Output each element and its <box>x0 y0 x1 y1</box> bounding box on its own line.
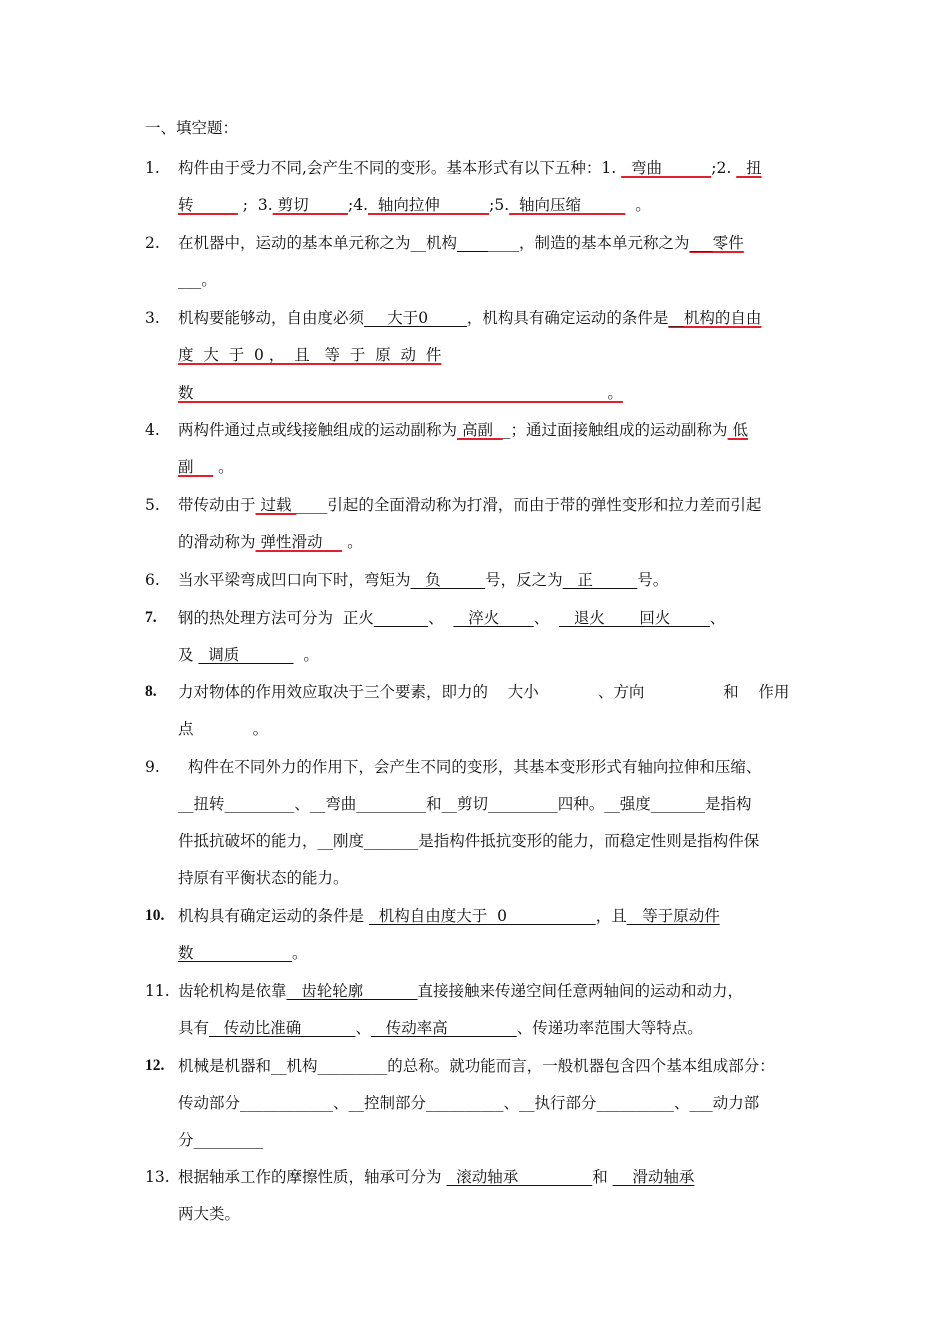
question-line <box>178 1130 807 1150</box>
answer-blank: 弯曲 <box>621 159 712 177</box>
question-line <box>178 943 807 963</box>
question-number: 7. <box>145 609 157 626</box>
answer-blank: ___零件 <box>689 234 744 252</box>
answer-blank: 副 <box>178 458 214 476</box>
answer-blank: 负 <box>410 571 486 589</box>
question-line <box>178 1056 807 1076</box>
question-text: 和 <box>592 1168 613 1186</box>
question-text: 、 <box>533 609 560 627</box>
question-text: 号。 <box>637 571 669 589</box>
question-text: 、 <box>428 609 454 627</box>
question-text: 、 <box>709 609 726 627</box>
question-text: 传动部分____________、__控制部分__________、__执行部分__________、___动力部 <box>178 1094 760 1112</box>
question-text: ;5. <box>489 196 510 214</box>
question-line <box>178 383 807 403</box>
question-line <box>178 1018 807 1038</box>
question-number: 2. <box>145 234 160 252</box>
question-text: ;2. <box>711 159 737 177</box>
question-text: ;4. <box>347 196 368 214</box>
question-line <box>178 495 807 515</box>
answer-blank: 轴向压缩 <box>509 196 626 214</box>
question-text: ; 3. <box>237 196 273 214</box>
question-line <box>178 1167 807 1187</box>
question-text: 两大类。 <box>178 1205 241 1223</box>
answer-blank: 轴向拉伸 <box>368 196 490 214</box>
question-text: 具有 <box>178 1019 210 1037</box>
question-text: 机构具有确定运动的条件是 <box>178 907 369 925</box>
answer-blank: 淬火 <box>453 609 534 627</box>
question-text: 。 <box>625 196 651 214</box>
section-heading: 一、填空题： <box>145 119 239 137</box>
question-text: 构件在不同外力的作用下，会产生不同的变形，其基本变形形式有轴向拉伸和压缩、 <box>178 758 762 776</box>
question-text: 根据轴承工作的摩擦性质，轴承可分为 <box>178 1168 447 1186</box>
question-line <box>178 831 807 851</box>
question-line <box>178 719 807 739</box>
answer-blank: 低 <box>727 421 748 439</box>
answer-blank: 机构自由度大于 0 <box>368 907 596 925</box>
question-text: 。 <box>292 944 308 962</box>
question-text: ，机构具有确定运动的条件是 <box>466 309 669 327</box>
question-line <box>178 1204 807 1224</box>
question-number: 9. <box>145 758 160 776</box>
question-number: 13. <box>145 1168 170 1186</box>
question-line <box>178 345 807 365</box>
answer-blank: 数 <box>178 944 293 962</box>
question-line <box>178 570 807 590</box>
question-line <box>178 645 807 665</box>
question-line <box>178 608 807 628</box>
question-line <box>178 457 807 477</box>
answer-blank: 数 。 <box>178 384 623 402</box>
question-number: 6. <box>145 571 160 589</box>
answer-blank: __机构的自由 <box>668 309 762 327</box>
answer-blank: 调质 <box>198 646 294 664</box>
question-number: 12. <box>145 1057 165 1074</box>
question-line <box>178 757 807 777</box>
question-text: ___。 <box>178 271 217 289</box>
question-text: 号，反之为 <box>485 571 563 589</box>
question-text: ，且 <box>595 907 627 925</box>
question-text: 持原有平衡状态的能力。 <box>178 869 349 887</box>
answer-blank: 度 大 于 0 ， 且 等 于 原 动 件 <box>178 346 442 364</box>
question-text: 机械是机器和__机构_________的总称。就功能而言，一般机器包含四个基本组成部分： <box>178 1057 775 1075</box>
question-text: 及 <box>178 646 199 664</box>
question-number: 11. <box>145 982 170 1000</box>
question-text: 。 <box>293 646 319 664</box>
question-text: 直接接触来传递空间任意两轴间的运动和动力， <box>417 982 744 1000</box>
question-text: 钢的热处理方法可分为 正火 <box>178 609 374 627</box>
question-text: ____，制造的基本单元称之为 <box>488 234 690 252</box>
question-line <box>178 794 807 814</box>
answer-blank: 弹性滑动 <box>255 533 343 551</box>
question-number: 10. <box>145 907 165 924</box>
question-line <box>178 233 807 253</box>
question-text: 齿轮机构是依靠 <box>178 982 287 1000</box>
answer-blank: 扭 <box>736 159 762 177</box>
question-text: 、 <box>355 1019 372 1037</box>
question-text: 。 <box>342 533 363 551</box>
question-text: 、传递功率范围大等特点。 <box>516 1019 703 1037</box>
question-line <box>178 868 807 888</box>
question-line <box>178 195 807 215</box>
answer-blank: 正 <box>562 571 638 589</box>
question-text: __扭转_________、__弯曲_________和__剪切_________四种。__强度_______是指构 <box>178 795 752 813</box>
question-text: 当水平梁弯成凹口向下时，弯矩为 <box>178 571 411 589</box>
answer-blank: 高副 <box>457 421 503 439</box>
question-text: 点 。 <box>178 720 269 738</box>
question-text: 构件由于受力不同,会产生不同的变形。基本形式有以下五种：1. <box>178 159 622 177</box>
answer-blank: _______ <box>373 609 429 627</box>
question-text: 件抵抗破坏的能力，__刚度_______是指构件抵抗变形的能力，而稳定性则是指构件保 <box>178 832 760 850</box>
question-number: 8. <box>145 683 157 700</box>
question-text: 在机器中，运动的基本单元称之为__机构 <box>178 234 458 252</box>
answer-blank: 转 <box>178 196 238 214</box>
answer-blank: 传动率高 <box>371 1019 517 1037</box>
question-line <box>178 981 807 1001</box>
question-text: 机构要能够动，自由度必须 <box>178 309 365 327</box>
answer-blank: 齿轮轮廓 <box>286 982 418 1000</box>
question-number: 1. <box>145 159 160 177</box>
answer-blank: 滚动轴承 <box>446 1168 593 1186</box>
answer-blank: __等于原动件 <box>626 907 720 925</box>
question-text: 带传动由于 <box>178 496 256 514</box>
question-line <box>178 1093 807 1113</box>
answer-blank: 剪切 <box>272 196 348 214</box>
answer-blank: 传动比准确 <box>209 1019 356 1037</box>
question-text: 两构件通过点或线接触组成的运动副称为 <box>178 421 458 439</box>
answer-blank: ____ <box>457 234 489 252</box>
question-number: 3. <box>145 309 160 327</box>
answer-blank: 过载 <box>255 496 297 514</box>
question-text: 。 <box>213 458 234 476</box>
question-text: _；通过面接触组成的运动副称为 <box>502 421 728 439</box>
question-text: 的滑动称为 <box>178 533 256 551</box>
question-line <box>178 420 807 440</box>
question-text: 分_________ <box>178 1131 264 1149</box>
answer-blank: 退火 回火 <box>559 609 710 627</box>
question-line <box>178 906 807 926</box>
question-line <box>178 308 807 328</box>
question-number: 5. <box>145 496 160 514</box>
question-text: 力对物体的作用效应取决于三个要素，即力的 大小 、方向 和 作用 <box>178 683 790 701</box>
question-line <box>178 682 807 702</box>
question-line <box>178 270 807 290</box>
answer-blank: ___大于0_____ <box>364 309 467 327</box>
question-line <box>178 532 807 552</box>
question-text: ____引起的全面滑动称为打滑，而由于带的弹性变形和拉力差而引起 <box>296 496 762 514</box>
question-number: 4. <box>145 421 160 439</box>
answer-blank: 滑动轴承 <box>612 1168 695 1186</box>
question-line <box>178 158 807 178</box>
